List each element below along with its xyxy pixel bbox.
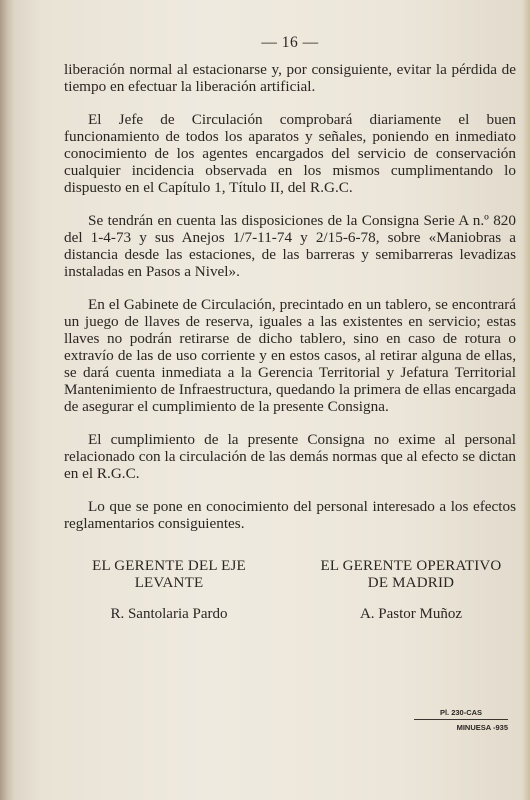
paragraph-conocimiento: Lo que se pone en conocimiento del personal interesado a los efectos reglamentarios consiguientes.	[64, 498, 516, 532]
page-number: — 16 —	[261, 34, 319, 51]
page-body	[64, 34, 516, 623]
paragraph-consigna-serie: Se tendrán en cuenta las disposiciones de la Consigna Serie A n.º 820 del 1-4-73 y sus Anejos 1/7-11-74 y 2/15-6-78, sobre «Maniobras a distancia desde las estaciones, de las barreras y semibarreras levadizas instaladas en Pasos a Nivel».	[64, 212, 516, 280]
print-footer	[414, 708, 508, 732]
signature-right-title-line1: EL GERENTE OPERATIVO	[320, 558, 502, 574]
paragraph-jefe-circulacion: El Jefe de Circulación comprobará diariamente el buen funcionamiento de todos los aparatos y señales, poniendo en inmediato conocimiento de los agentes encargados del servicio de conservación cualquier incidencia observada en los mismos cumplimentando lo dispuesto en el Capítulo 1, Título II, del R.G.C.	[64, 111, 516, 196]
signature-left-name: R. Santolaria Pardo	[110, 606, 228, 622]
paragraph-continuation: liberación normal al estacionarse y, por consiguiente, evitar la pérdida de tiempo en efectuar la liberación artificial.	[64, 61, 516, 95]
signature-right-title-line2: DE MADRID	[367, 575, 455, 591]
paragraph-gabinete: En el Gabinete de Circulación, precintado en un tablero, se encontrará un juego de llaves de reserva, iguales a las existentes en servicio; estas llaves no podrán retirarse de dicho tablero, sino en caso de rotura o extravío de las de uso corriente y en estos casos, al retirar alguna de ellas, se dará cuenta inmediata a la Gerencia Territorial y Jefatura Territorial Mantenimiento de Infraestructura, quedando la primera de ellas encargada de asegurar el cumplimiento de la presente Consigna.	[64, 296, 516, 415]
signature-left-title-line1: EL GERENTE DEL EJE	[92, 558, 246, 574]
page-edge	[522, 0, 530, 800]
signature-right	[306, 558, 516, 623]
binding-shadow	[0, 0, 14, 800]
signature-left-title-line2: LEVANTE	[134, 575, 204, 591]
footer-rule	[414, 719, 508, 720]
signature-left	[64, 558, 274, 623]
footer-printer: MINUESA -935	[456, 723, 508, 732]
paragraph-cumplimiento: El cumplimiento de la presente Consigna no exime al personal relacionado con la circulación de las demás normas que al efecto se dictan en el R.G.C.	[64, 431, 516, 482]
signature-right-name: A. Pastor Muñoz	[359, 606, 463, 622]
footer-code: Pl. 230-CAS	[439, 708, 483, 717]
signature-block	[64, 558, 516, 623]
